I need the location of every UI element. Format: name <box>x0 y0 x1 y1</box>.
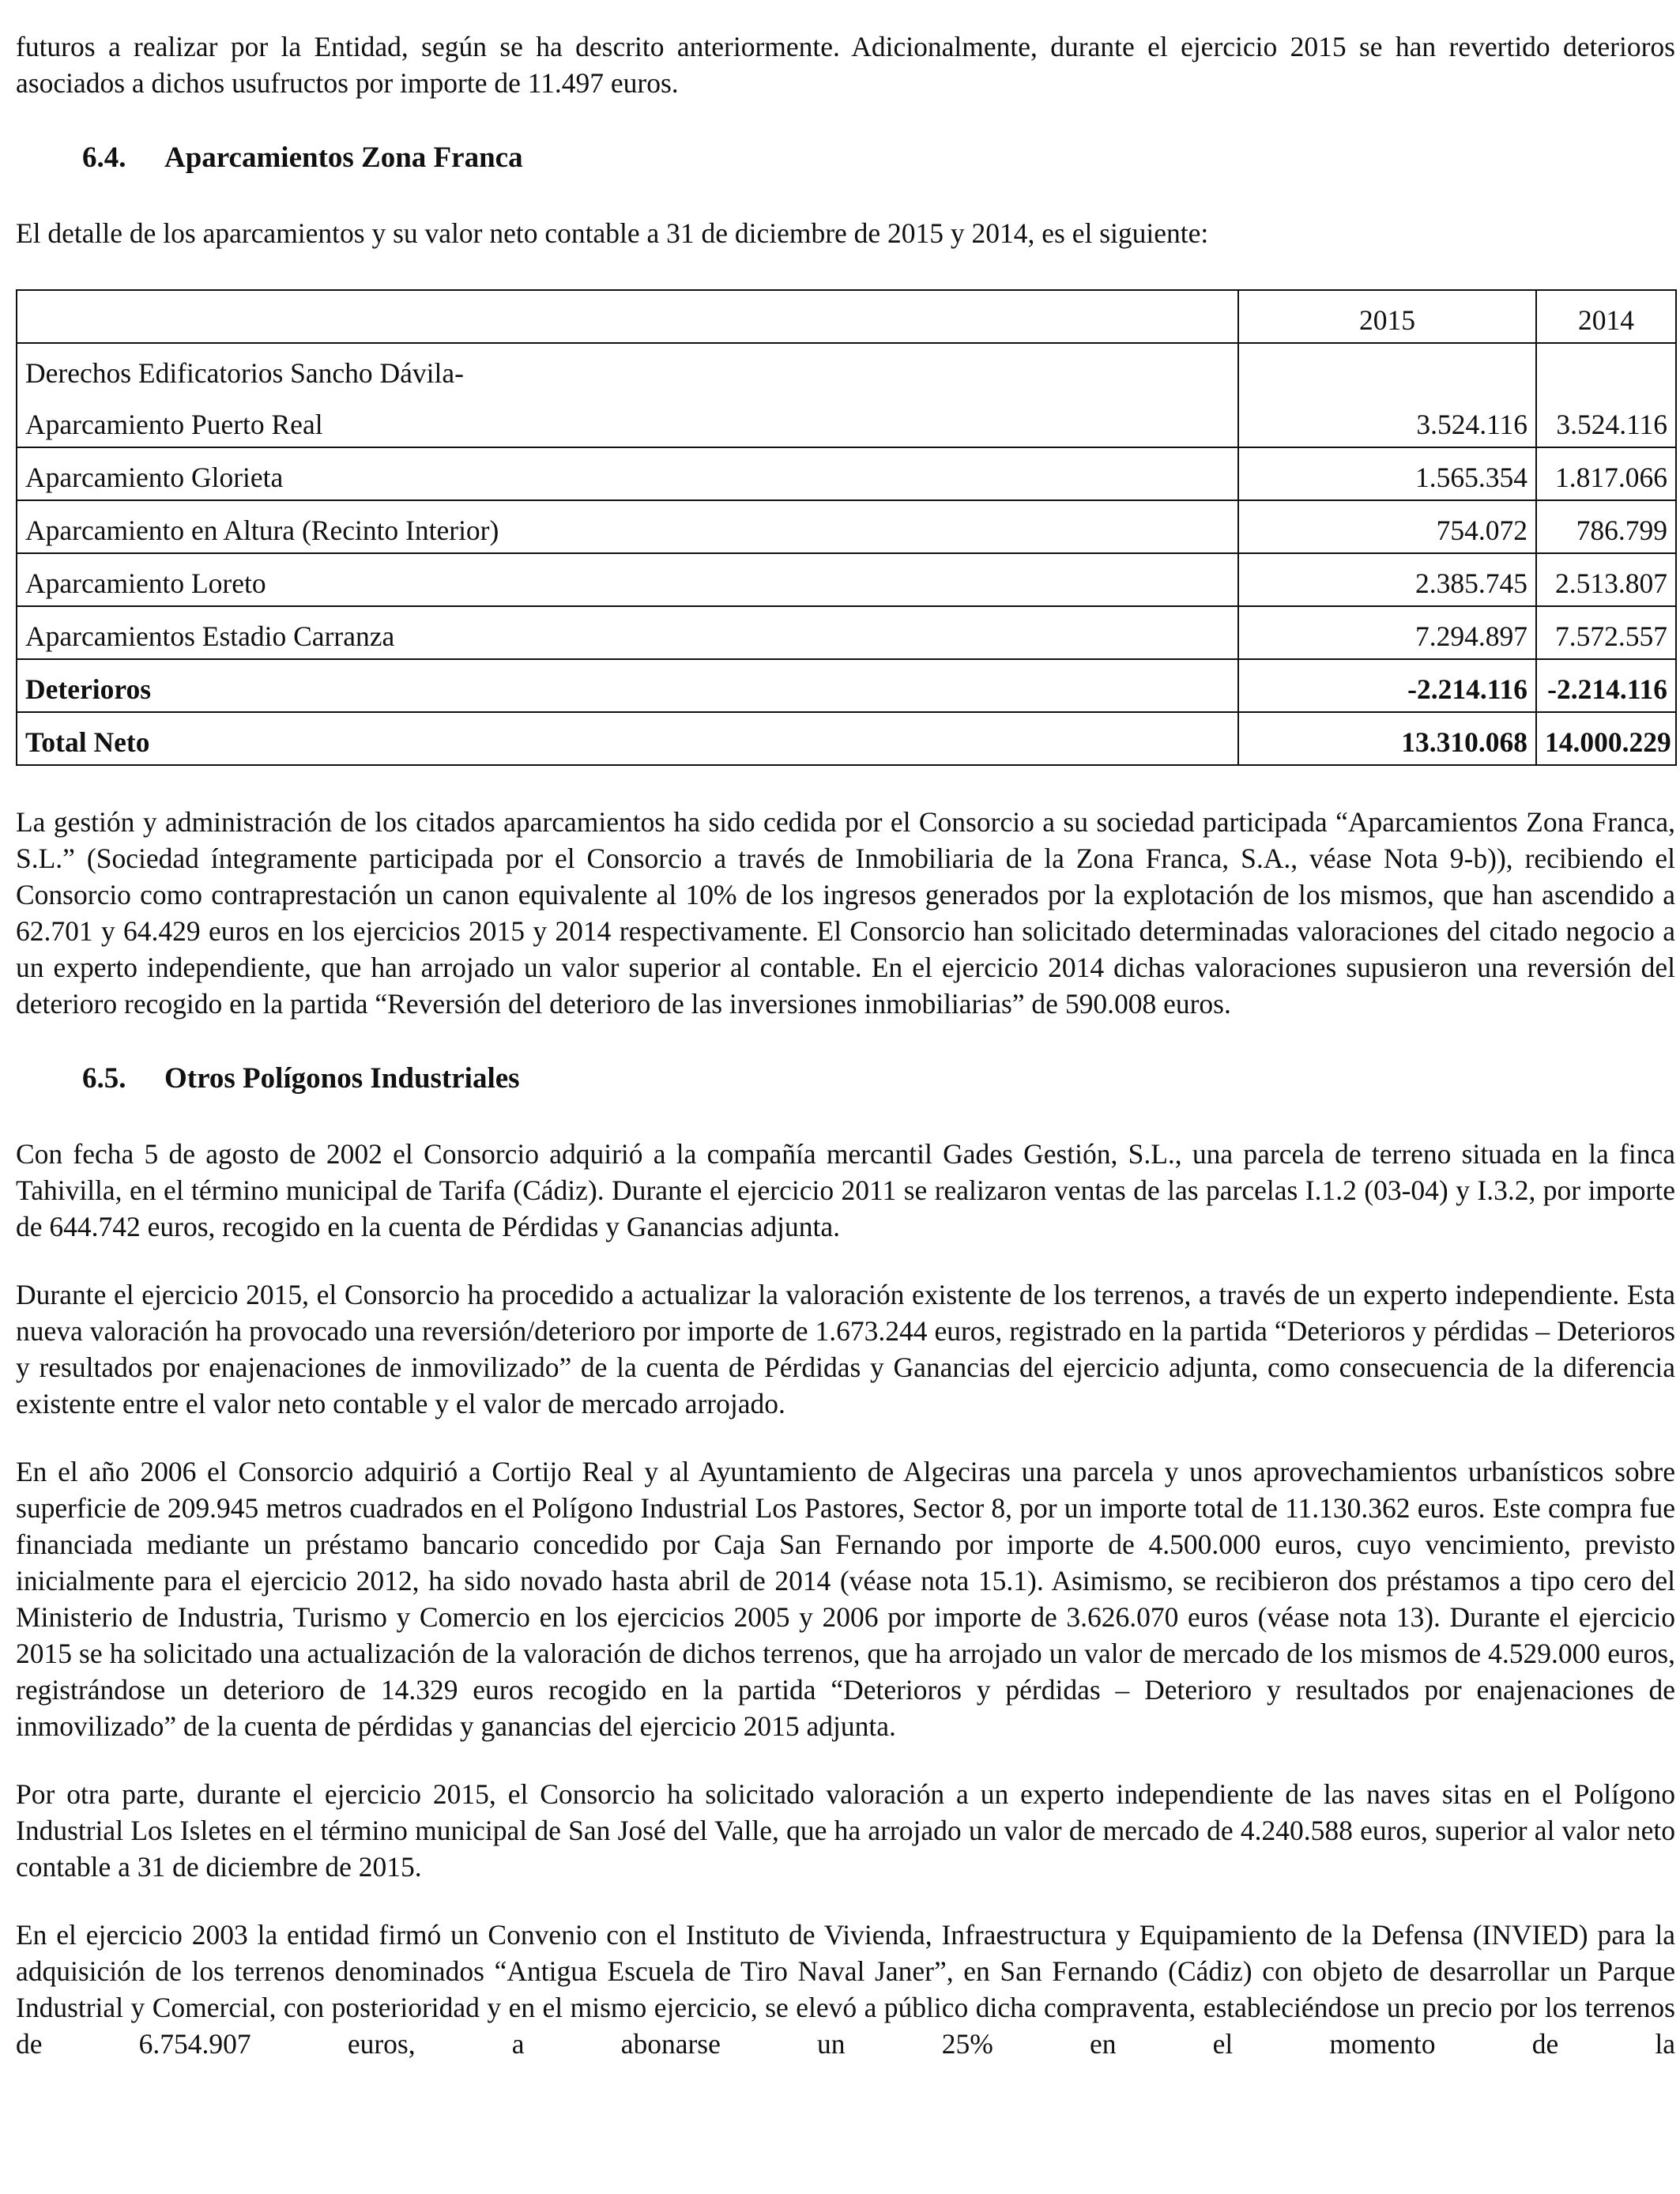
table-header-2014: 2014 <box>1536 290 1676 343</box>
row-label: Derechos Edificatorios Sancho Dávila- <box>17 343 1238 395</box>
row-value-2014: 7.572.557 <box>1536 606 1676 659</box>
row-label: Aparcamientos Estadio Carranza <box>17 606 1238 659</box>
parking-table <box>16 289 1677 766</box>
row-label: Aparcamiento en Altura (Recinto Interior) <box>17 500 1238 553</box>
table-row <box>17 395 1676 447</box>
row-value-2015: 3.524.116 <box>1238 395 1536 447</box>
table-row <box>17 447 1676 500</box>
row-label: Aparcamiento Glorieta <box>17 447 1238 500</box>
section-number: 6.4. <box>82 141 126 174</box>
section-64-paragraph: La gestión y administración de los citados aparcamientos ha sido cedida por el Consorcio a su sociedad participada “Aparcamientos Zona Franca, S.L.” (Sociedad íntegramente participada por el Consorcio a través de Inmobiliaria de la Zona Franca, S.A., véase Nota 9-b)), recibiendo el Consorcio como contraprestación un canon equivalente al 10% de los ingresos generados por la explotación de los mismos, que han ascendido a 62.701 y 64.429 euros en los ejercicios 2015 y 2014 respectivamente. El Consorcio han solicitado determinadas valoraciones del citado negocio a un experto independiente, que han arrojado un valor superior al contable. En el ejercicio 2014 dichas valoraciones supusieron una reversión del deterioro recogido en la partida “Reversión del deterioro de las inversiones inmobiliarias” de 590.008 euros. <box>16 806 1675 1020</box>
section-65-paragraph-4: Por otra parte, durante el ejercicio 2015, el Consorcio ha solicitado valoración a un experto independiente de las naves sitas en el Polígono Industrial Los Isletes en el término municipal de San José del Valle, que ha arrojado un valor de mercado de 4.240.588 euros, superior al valor neto contable a 31 de diciembre de 2015. <box>16 1778 1675 1883</box>
row-value-2014: -2.214.116 <box>1536 659 1676 712</box>
section-heading-6-5 <box>16 1060 1675 1098</box>
table-row <box>17 606 1676 659</box>
row-value-2015: -2.214.116 <box>1238 659 1536 712</box>
row-value-2014: 1.817.066 <box>1536 447 1676 500</box>
row-label: Total Neto <box>17 712 1238 765</box>
row-value-2015: 13.310.068 <box>1238 712 1536 765</box>
section-title: Otros Polígonos Industriales <box>164 1062 520 1095</box>
row-value-2014: 3.524.116 <box>1536 395 1676 447</box>
section-65-paragraph-1: Con fecha 5 de agosto de 2002 el Consorcio adquirió a la compañía mercantil Gades Gestión, S.L., una parcela de terreno situada en la finca Tahivilla, en el término municipal de Tarifa (Cádiz). Durante el ejercicio 2011 se realizaron ventas de las parcelas I.1.2 (03-04) y I.3.2, por importe de 644.742 euros, recogido en la cuenta de Pérdidas y Ganancias adjunta. <box>16 1138 1675 1242</box>
table-header-label <box>17 290 1238 343</box>
table-row-deterioros <box>17 659 1676 712</box>
section-lead: El detalle de los aparcamientos y su valor neto contable a 31 de diciembre de 2015 y 2014, es el siguiente: <box>16 217 1209 249</box>
table-header-2015: 2015 <box>1238 290 1536 343</box>
row-value-2014: 14.000.229 <box>1536 712 1676 765</box>
section-65-paragraph-2: Durante el ejercicio 2015, el Consorcio ha procedido a actualizar la valoración existente de los terrenos, a través de un experto independiente. Esta nueva valoración ha provocado una reversión/deterioro por importe de 1.673.244 euros, registrado en la partida “Deterioros y pérdidas – Deterioros y resultados por enajenaciones de inmovilizado” de la cuenta de Pérdidas y Ganancias del ejercicio adjunta, como consecuencia de la diferencia existente entre el valor neto contable y el valor de mercado arrojado. <box>16 1279 1675 1419</box>
row-value-2015 <box>1238 343 1536 395</box>
row-label: Deterioros <box>17 659 1238 712</box>
intro-paragraph: futuros a realizar por la Entidad, según se ha descrito anteriormente. Adicionalmente, durante el ejercicio 2015 se han revertido deterioros asociados a dichos usufructos por importe de 11.497 euros. <box>16 31 1675 99</box>
table-row-total <box>17 712 1676 765</box>
document-page <box>16 28 1675 2062</box>
row-value-2015: 7.294.897 <box>1238 606 1536 659</box>
table-header-row <box>17 290 1676 343</box>
section-title: Aparcamientos Zona Franca <box>164 141 523 174</box>
table-row <box>17 553 1676 606</box>
section-number: 6.5. <box>82 1062 126 1095</box>
section-65-paragraph-5: En el ejercicio 2003 la entidad firmó un Convenio con el Instituto de Vivienda, Infraestructura y Equipamiento de la Defensa (INVIED) para la adquisición de los terrenos denominados “Antigua Escuela de Tiro Naval Janer”, en San Fernando (Cádiz) con objeto de desarrollar un Parque Industrial y Comercial, con posterioridad y en el mismo ejercicio, se elevó a público dicha compraventa, estableciéndose un precio por los terrenos de 6.754.907 euros, a abonarse un 25% en el momento de la <box>16 1919 1675 2060</box>
row-value-2015: 754.072 <box>1238 500 1536 553</box>
row-value-2015: 2.385.745 <box>1238 553 1536 606</box>
row-value-2015: 1.565.354 <box>1238 447 1536 500</box>
row-label: Aparcamiento Loreto <box>17 553 1238 606</box>
table-row <box>17 500 1676 553</box>
row-label: Aparcamiento Puerto Real <box>17 395 1238 447</box>
row-value-2014: 786.799 <box>1536 500 1676 553</box>
table-row <box>17 343 1676 395</box>
section-heading-6-4 <box>16 139 1675 177</box>
section-65-paragraph-3: En el año 2006 el Consorcio adquirió a Cortijo Real y al Ayuntamiento de Algeciras una parcela y unos aprovechamientos urbanísticos sobre superficie de 209.945 metros cuadrados en el Polígono Industrial Los Pastores, Sector 8, por un importe total de 11.130.362 euros. Este compra fue financiada mediante un préstamo bancario concedido por Caja San Fernando por importe de 4.500.000 euros, cuyo vencimiento, previsto inicialmente para el ejercicio 2012, ha sido novado hasta abril de 2014 (véase nota 15.1). Asimismo, se recibieron dos préstamos a tipo cero del Ministerio de Industria, Turismo y Comercio en los ejercicios 2005 y 2006 por importe de 3.626.070 euros (véase nota 13). Durante el ejercicio 2015 se ha solicitado una actualización de la valoración de dichos terrenos, que ha arrojado un valor de mercado de los mismos de 4.529.000 euros, registrándose un deterioro de 14.329 euros recogido en la partida “Deterioros y pérdidas – Deterioro y resultados por enajenaciones de inmovilizado” de la cuenta de pérdidas y ganancias del ejercicio 2015 adjunta. <box>16 1456 1675 1742</box>
row-value-2014 <box>1536 343 1676 395</box>
row-value-2014: 2.513.807 <box>1536 553 1676 606</box>
